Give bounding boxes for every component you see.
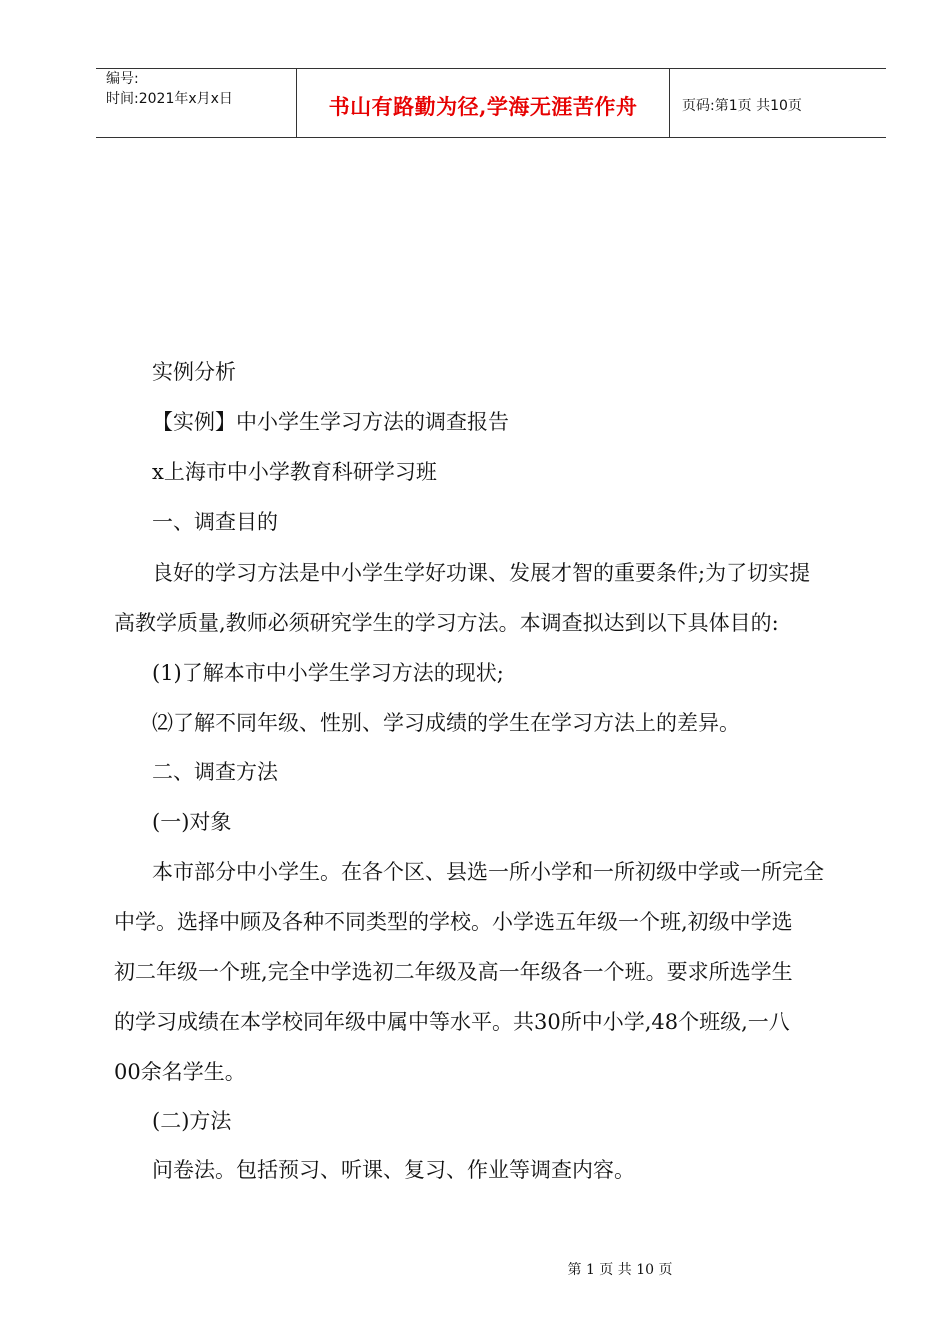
page-header: [96, 68, 886, 138]
author-line: x上海市中小学教育科研学习班: [152, 460, 437, 484]
subheading-subjects: (一)对象: [152, 810, 232, 834]
subjects-paragraph-line-1: 本市部分中小学生。在各个区、县选一所小学和一所初级中学或一所完全: [152, 860, 824, 884]
section-title: 实例分析: [152, 360, 236, 384]
header-motto: 书山有路勤为径,学海无涯苦作舟: [328, 94, 638, 119]
document-time-label: 时间:2021年x月x日: [106, 91, 233, 107]
purpose-paragraph-line-2: 高教学质量,教师必须研究学生的学习方法。本调查拟达到以下具体目的:: [114, 611, 779, 635]
subjects-paragraph-line-2: 中学。选择中顾及各种不同类型的学校。小学选五年级一个班,初级中学选: [114, 910, 793, 934]
document-number-label: 编号:: [106, 71, 139, 87]
header-meta-cell: [96, 69, 297, 137]
subjects-paragraph-line-4: 的学习成绩在本学校同年级中属中等水平。共30所中小学,48个班级,一八: [114, 1010, 790, 1034]
heading-survey-purpose: 一、调查目的: [152, 510, 278, 534]
header-page-info: 页码:第1页 共10页: [682, 98, 802, 114]
header-motto-cell: [297, 69, 670, 137]
purpose-paragraph-line-1: 良好的学习方法是中小学生学好功课、发展才智的重要条件;为了切实提: [152, 561, 811, 585]
example-title: 【实例】中小学生学习方法的调查报告: [152, 410, 509, 434]
subheading-method: (二)方法: [152, 1109, 232, 1133]
purpose-item-2: ⑵了解不同年级、性别、学习成绩的学生在学习方法上的差异。: [152, 711, 740, 735]
header-page-cell: [670, 69, 886, 137]
subjects-paragraph-line-5: 00余名学生。: [114, 1060, 246, 1084]
heading-survey-method: 二、调查方法: [152, 760, 278, 784]
method-paragraph: 问卷法。包括预习、听课、复习、作业等调查内容。: [152, 1158, 635, 1182]
subjects-paragraph-line-3: 初二年级一个班,完全中学选初二年级及高一年级各一个班。要求所选学生: [114, 960, 793, 984]
purpose-item-1: (1)了解本市中小学生学习方法的现状;: [152, 661, 504, 685]
page-footer: 第 1 页 共 10 页: [567, 1262, 673, 1278]
